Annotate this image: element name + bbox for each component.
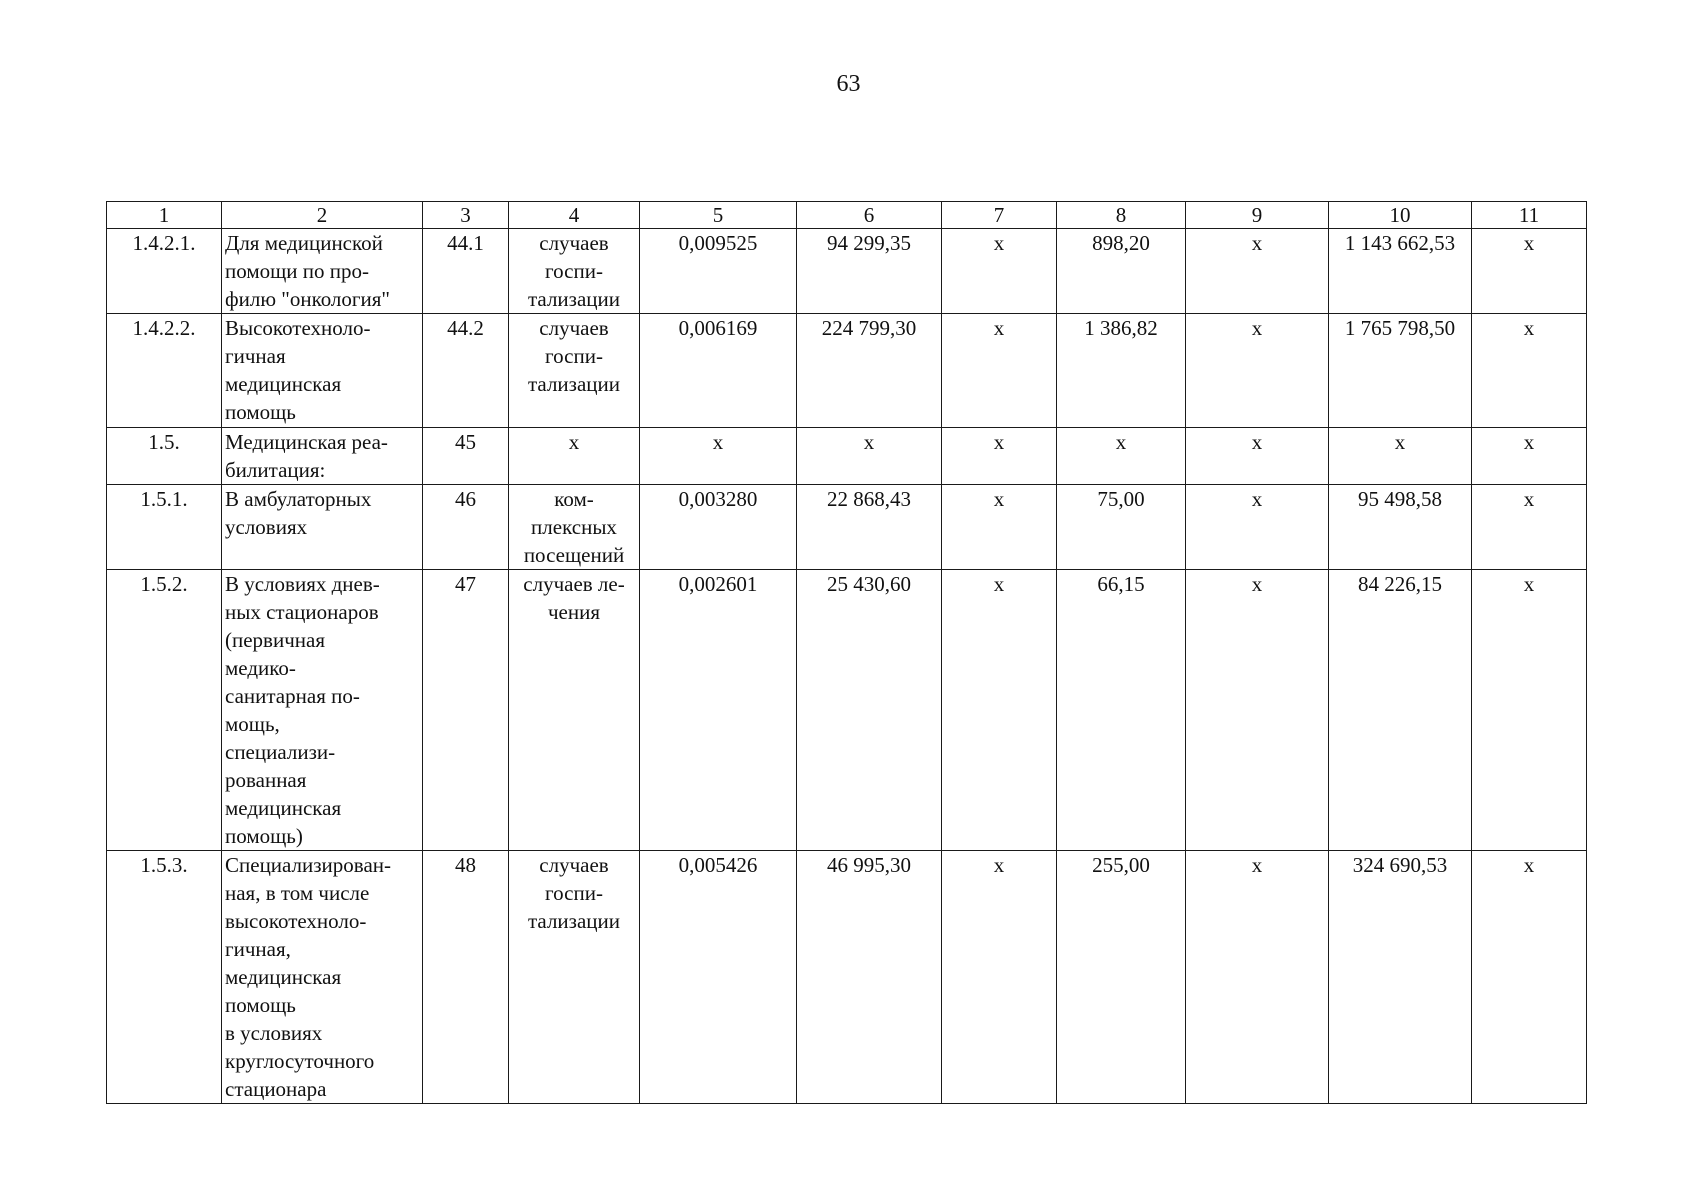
value-cell: 46 995,30 <box>797 851 942 1104</box>
table-row <box>107 314 1587 428</box>
data-table <box>106 201 1587 1104</box>
row-name-cell: Специализирован- ная, в том числе высокотехноло- гичная, медицинская помощь в условиях круглосуточного стационара <box>222 851 423 1104</box>
value-cell: х <box>1472 229 1587 314</box>
row-name-cell: Высокотехноло- гичная медицинская помощь <box>222 314 423 428</box>
value-cell: х <box>1472 314 1587 428</box>
value-cell: х <box>1472 485 1587 570</box>
value-cell: х <box>942 229 1057 314</box>
unit-cell: случаев ле- чения <box>509 570 640 851</box>
row-name-cell: Медицинская реа- билитация: <box>222 428 423 485</box>
row-name-cell: В амбулаторных условиях <box>222 485 423 570</box>
value-cell: 1 765 798,50 <box>1329 314 1472 428</box>
column-number-header: 9 <box>1186 202 1329 229</box>
column-number-header: 6 <box>797 202 942 229</box>
line-code-cell: 44.2 <box>423 314 509 428</box>
value-cell: х <box>942 851 1057 1104</box>
value-cell: х <box>797 428 942 485</box>
row-name-cell: Для медицинской помощи по про- филю "онкология" <box>222 229 423 314</box>
table-row <box>107 428 1587 485</box>
column-number-header: 10 <box>1329 202 1472 229</box>
value-cell: х <box>1186 485 1329 570</box>
value-cell: 1 143 662,53 <box>1329 229 1472 314</box>
value-cell: х <box>942 314 1057 428</box>
row-number-cell: 1.5. <box>107 428 222 485</box>
column-number-header: 3 <box>423 202 509 229</box>
table-row <box>107 485 1587 570</box>
row-number-cell: 1.4.2.1. <box>107 229 222 314</box>
column-number-header: 2 <box>222 202 423 229</box>
value-cell: х <box>1186 229 1329 314</box>
line-code-cell: 47 <box>423 570 509 851</box>
value-cell: 0,006169 <box>640 314 797 428</box>
value-cell: х <box>1472 428 1587 485</box>
value-cell: х <box>942 428 1057 485</box>
value-cell: х <box>942 485 1057 570</box>
value-cell: х <box>1186 570 1329 851</box>
line-code-cell: 46 <box>423 485 509 570</box>
value-cell: 224 799,30 <box>797 314 942 428</box>
column-number-header: 8 <box>1057 202 1186 229</box>
value-cell: х <box>1472 570 1587 851</box>
unit-cell: случаев госпи- тализации <box>509 851 640 1104</box>
value-cell: 324 690,53 <box>1329 851 1472 1104</box>
value-cell: х <box>640 428 797 485</box>
column-number-header: 5 <box>640 202 797 229</box>
value-cell: 84 226,15 <box>1329 570 1472 851</box>
value-cell: 0,009525 <box>640 229 797 314</box>
value-cell: х <box>1186 851 1329 1104</box>
value-cell: х <box>1186 428 1329 485</box>
column-number-header: 7 <box>942 202 1057 229</box>
page-number: 63 <box>836 71 861 97</box>
value-cell: 95 498,58 <box>1329 485 1472 570</box>
row-name-cell: В условиях днев- ных стационаров (первичная медико- санитарная по- мощь, специализи- рованная медицинская помощь) <box>222 570 423 851</box>
value-cell: 66,15 <box>1057 570 1186 851</box>
value-cell: х <box>1472 851 1587 1104</box>
column-number-row <box>107 202 1587 229</box>
unit-cell: ком- плексных посещений <box>509 485 640 570</box>
value-cell: 0,003280 <box>640 485 797 570</box>
row-number-cell: 1.5.1. <box>107 485 222 570</box>
row-number-cell: 1.5.3. <box>107 851 222 1104</box>
value-cell: 0,005426 <box>640 851 797 1104</box>
value-cell: х <box>1186 314 1329 428</box>
unit-cell: случаев госпи- тализации <box>509 314 640 428</box>
table-row <box>107 570 1587 851</box>
value-cell: 94 299,35 <box>797 229 942 314</box>
value-cell: х <box>942 570 1057 851</box>
unit-cell: х <box>509 428 640 485</box>
value-cell: х <box>1057 428 1186 485</box>
row-number-cell: 1.5.2. <box>107 570 222 851</box>
column-number-header: 11 <box>1472 202 1587 229</box>
line-code-cell: 45 <box>423 428 509 485</box>
value-cell: 0,002601 <box>640 570 797 851</box>
unit-cell: случаев госпи- тализации <box>509 229 640 314</box>
value-cell: 898,20 <box>1057 229 1186 314</box>
column-number-header: 1 <box>107 202 222 229</box>
column-number-header: 4 <box>509 202 640 229</box>
line-code-cell: 44.1 <box>423 229 509 314</box>
line-code-cell: 48 <box>423 851 509 1104</box>
value-cell: 255,00 <box>1057 851 1186 1104</box>
table-row <box>107 229 1587 314</box>
table-row <box>107 851 1587 1104</box>
value-cell: 22 868,43 <box>797 485 942 570</box>
value-cell: х <box>1329 428 1472 485</box>
value-cell: 75,00 <box>1057 485 1186 570</box>
value-cell: 1 386,82 <box>1057 314 1186 428</box>
row-number-cell: 1.4.2.2. <box>107 314 222 428</box>
value-cell: 25 430,60 <box>797 570 942 851</box>
